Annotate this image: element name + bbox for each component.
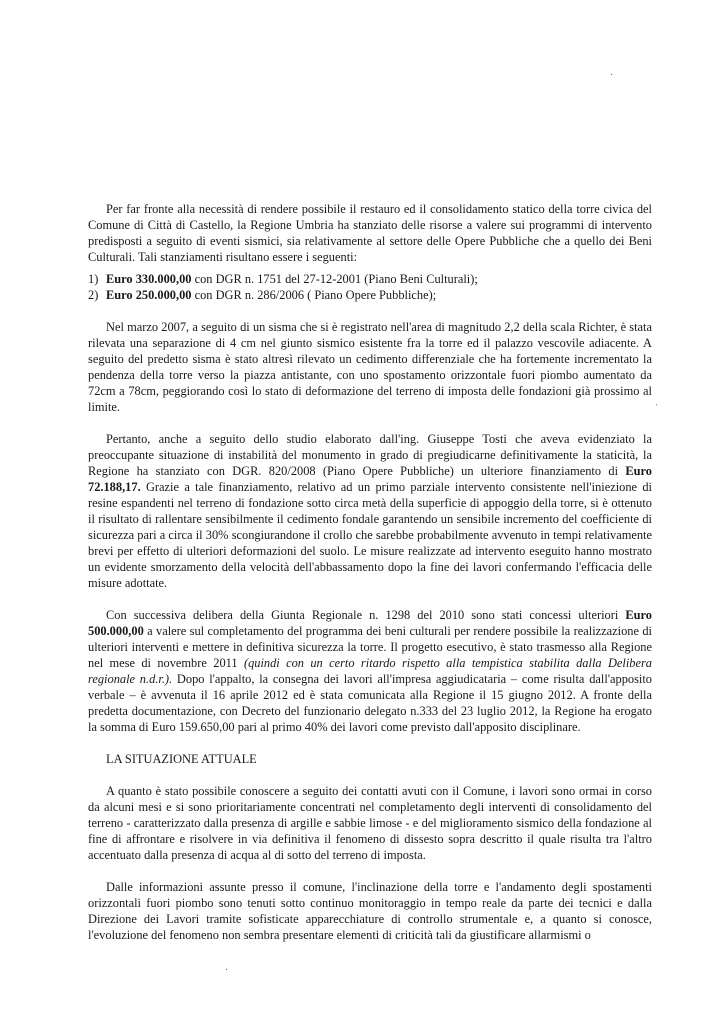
- amount-bold: Euro 500.000,00: [88, 608, 652, 638]
- text-segment: Dopo l'appalto, la consegna dei lavori all'impresa aggiudicataria – come risulta dall'apposito verbale – è avvenuta il 16 aprile 2012 ed è stata comunicata alla Regione il 15 giugno 2012. A fronte della predetta documentazione, con Decreto del funzionario delegato n.333 del 23 luglio 2012, la Regione ha erogato la somma di Euro 159.650,00 pari al primo 40% dei lavori come previsto dall'apposito disciplinare.: [88, 672, 652, 734]
- list-text: con DGR n. 1751 del 27-12-2001 (Piano Beni Culturali);: [191, 272, 478, 286]
- list-text: con DGR n. 286/2006 ( Piano Opere Pubbliche);: [191, 288, 437, 302]
- text-segment: Con successiva delibera della Giunta Regionale n. 1298 del 2010 sono stati concessi ulteriori: [106, 608, 626, 622]
- list-item: [88, 287, 652, 303]
- amount-bold: Euro 72.188,17.: [88, 464, 652, 494]
- list-amount: Euro 330.000,00: [106, 272, 192, 286]
- scan-speck: ˌ: [655, 395, 659, 406]
- text-segment: Grazie a tale finanziamento, relativo ad un primo parziale intervento consistente nell'iniezione di resine espandenti nel terreno di fondazione sotto circa metà della superficie di appoggio della torre, si è ottenuto il risultato di rallentare sensibilmente il cedimento fondale garantendo un sensibile incremento del coefficiente di sicurezza pari a circa il 30% scongiurandone il crollo che sarebbe probabilmente avvenuto in tempi relativamente brevi per effetto di ulteriori deformazioni del suolo. Le misure realizzate ad intervento eseguito hanno mostrato un evidente smorzamento della velocità dell'abbassamento dopo la fine dei lavori confermando l'efficacia delle misure adottate.: [88, 480, 652, 590]
- paragraph-intro: Per far fronte alla necessità di rendere possibile il restauro ed il consolidamento statico della torre civica del Comune di Città di Castello, la Regione Umbria ha stanziato delle risorse a valere sui programmi di intervento predisposti a seguito di eventi sismici, sia relativamente al settore delle Opere Pubbliche che a quello dei Beni Culturali. Tali stanziamenti risultano essere i seguenti:: [88, 202, 652, 264]
- paragraph-informazioni: Dalle informazioni assunte presso il comune, l'inclinazione della torre e l'andamento degli spostamenti orizzontali fuori piombo sono tenuti sotto continuo monitoraggio in tempo reale da parte dei tecnici e dalla Direzione dei Lavori tramite sofisticate apparecchiature di controllo strumentale e, a quanto si conosce, l'evoluzione del fenomeno non sembra presentare elementi di criticità tali da giustificare allarmismi o: [88, 880, 652, 942]
- document-body: [88, 201, 652, 943]
- paragraph-finanziamento: [88, 431, 652, 591]
- scan-speck: ·: [225, 965, 229, 976]
- scan-speck: ·: [610, 70, 614, 81]
- list-number: 2): [88, 288, 99, 302]
- paragraph-delibera: [88, 607, 652, 735]
- list-amount: Euro 250.000,00: [106, 288, 192, 302]
- list-number: 1): [88, 272, 99, 286]
- paragraph-sisma: Nel marzo 2007, a seguito di un sisma che si è registrato nell'area di magnitudo 2,2 della scala Richter, è stata rilevata una separazione di 4 cm nel giunto sismico esistente fra la torre ed il palazzo vescovile adiacente. A seguito del predetto sisma è stato altresì rilevato un cedimento differenziale che ha fortemente incrementato la pendenza della torre verso la piazza antistante, con uno spostamento orizzontale fuori piombo aumentato da 72cm a 78cm, peggiorando così lo stato di deformazione del terreno di imposta delle fondazioni già prossimo al limite.: [88, 320, 652, 414]
- italic-note: (quindi con un certo ritardo rispetto alla tempistica stabilita dalla Delibera regionale n.d.r.).: [88, 656, 652, 686]
- text-segment: a valere sul completamento del programma dei beni culturali per rendere possibile la realizzazione di ulteriori interventi e mettere in definitiva sicurezza la torre. Il progetto esecutivo, è stato trasmesso alla Regione nel mese di novembre 2011: [88, 624, 652, 670]
- section-heading: LA SITUAZIONE ATTUALE: [106, 752, 257, 766]
- funding-list: [88, 271, 652, 303]
- text-segment: Pertanto, anche a seguito dello studio elaborato dall'ing. Giuseppe Tosti che aveva evidenziato la preoccupante situazione di instabilità del monumento in grado di pregiudicarne definitivamente la staticità, la Regione ha stanziato con DGR. 820/2008 (Piano Opere Pubbliche) un ulteriore finanziamento di: [88, 432, 652, 478]
- paragraph-situazione: A quanto è stato possibile conoscere a seguito dei contatti avuti con il Comune, i lavori sono ormai in corso da alcuni mesi e si sono prioritariamente concentrati nel completamento degli interventi di consolidamento del terreno - caratterizzato dalla presenza di argille e sabbie limose - e del miglioramento sismico della fondazione al fine di affrontare e risolvere in via definitiva il fenomeno di dissesto sopra descritto il quale risulta tra l'altro accentuato dalla presenza di acqua al di sotto del terreno di imposta.: [88, 784, 652, 862]
- list-item: [88, 271, 652, 287]
